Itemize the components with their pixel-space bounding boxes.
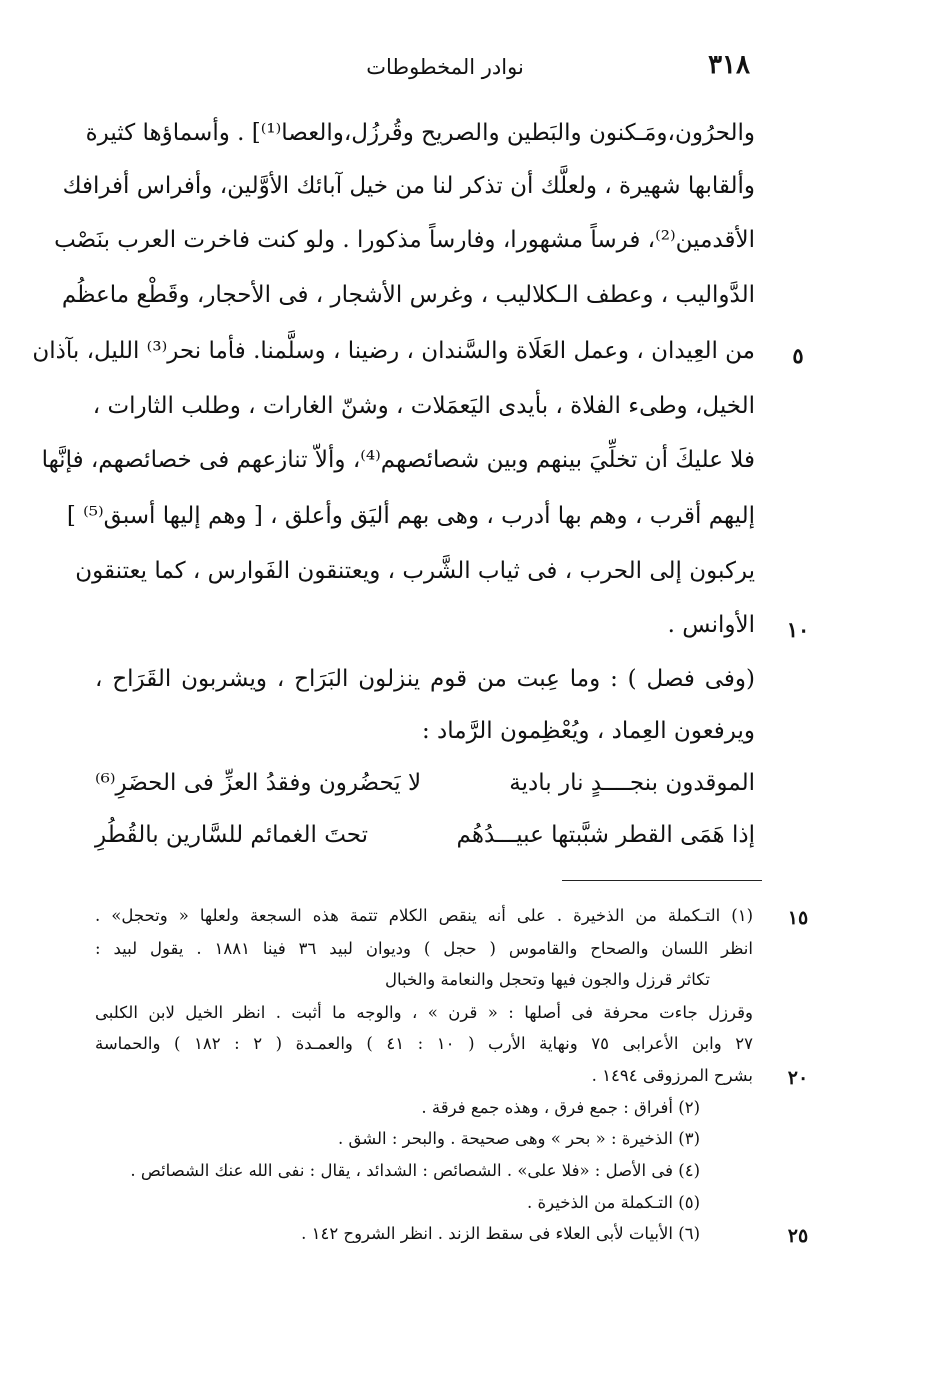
- verse-second-hemistich: لا يَحضُرون وفقدُ العزِّ فى الحضَرِ⁽⁶⁾: [95, 770, 422, 796]
- line-number-margin: ٥: [792, 343, 804, 368]
- body-line: يركبون إلى الحرب ، فى ثياب الشَّرب ، ويعتنقون الفَوارس ، كما يعتنقون: [75, 558, 755, 584]
- footnote-line: (٦) الأبيات لأبى العلاء فى سقط الزند . انظر الشروح ١٤٢ .: [301, 1224, 700, 1243]
- verse-line: [95, 770, 755, 796]
- line-number-margin: ٢٥: [787, 1225, 809, 1247]
- page-number: ٣١٨: [708, 50, 750, 80]
- footnote-separator: [562, 880, 762, 881]
- footnote-line: بشرح المرزوقى ١٤٩٤ .: [591, 1066, 753, 1085]
- footnote-line: وقرزل جاءت محرفة فى أصلها : « قرن » ، والوجه ما أثبت . انظر الخيل لابن الكلبى: [95, 1003, 753, 1022]
- running-title: نوادر المخطوطات: [366, 55, 524, 79]
- footnote-line: انظر اللسان والصحاح والقاموس ( حجل ) وديوان لبيد ٣٦ فينا ١٨٨١ . يقول لبيد :: [95, 939, 753, 958]
- section-line: ويرفعون العِماد ، ويُعْظِمون الرَّماد :: [421, 718, 755, 744]
- verse-second-hemistich: تحتَ الغمائم للسَّارين بالقُطُرِ: [95, 822, 369, 848]
- body-line: والحرُون،ومَـكنون والبَطين والصريح وقُرزُل،والعصا⁽¹⁾] . وأسماؤها كثيرة: [85, 120, 755, 146]
- line-number-margin: ١٠: [786, 617, 810, 642]
- body-line: الدَّواليب ، وعطف الـكلاليب ، وغرس الأشجار ، فى الأحجار، وقَطْع ماعظُم: [61, 282, 755, 308]
- body-line: من العِيدان ، وعمل العَلَاة والسَّندان ، رضينا ، وسلَّمنا. فأما نحر⁽³⁾ الليل، بآذان: [32, 338, 755, 364]
- body-line: فلا عليكَ أن تخلِّيَ بينهم وبين شصائصهم⁽⁴⁾، وألاّ تنازعهم فى خصائصهم، فإنَّها: [41, 447, 755, 473]
- verse-first-hemistich: إذا هَمَى القطر شبَّبتها عبيـــدُهُم: [456, 822, 755, 848]
- footnote-line: (٣) الذخيرة : « بحر » وهى صحيحة . والبحر : الشق .: [338, 1129, 700, 1148]
- line-number-margin: ٢٠: [787, 1067, 809, 1089]
- footnote-line: (٥) التـكملة من الذخيرة .: [527, 1193, 700, 1212]
- body-line: وألقابها شهيرة ، ولعلَّك أن تذكر لنا من خيل آبائك الأوَّلين، وأفراس أفرافك: [62, 173, 755, 199]
- body-line: إليهم أقرب ، وهم بها أدرب ، وهى بهم أليَق وأعلق ، [ وهم إليها أسبق⁽⁵⁾ ]: [66, 503, 755, 529]
- verse-first-hemistich: الموقدون بنجــــدٍ نار بادية: [509, 770, 755, 796]
- footnote-line: (١) التـكملة من الذخيرة . على أنه ينقص الكلام تتمة هذه السجعة ولعلها « وتحجل» .: [95, 906, 753, 925]
- line-number-margin: ١٥: [787, 907, 809, 929]
- section-line: (وفى فصل ) : وما عِبت من قوم ينزلون البَرَاح ، ويشربون القَرَاح ،: [95, 666, 755, 692]
- footnote-verse: تكاثر قرزل والجون فيها وتحجل والنعامة والخبال: [384, 970, 710, 989]
- body-line: الخيل، وطىء الفلاة ، بأيدى اليَعمَلات ، وشنّ الغارات ، وطلب الثارات ،: [92, 393, 755, 419]
- footnote-line: ٢٧ وابن الأعرابى ٧٥ ونهاية الأرب ( ١٠ : ٤١ ) والعمـدة ( ٢ : ١٨٢ ) والحماسة: [95, 1034, 753, 1053]
- footnote-line: (٢) أفراق : جمع فرق ، وهذه جمع فرقة .: [421, 1098, 700, 1117]
- body-line: الأقدمين⁽²⁾، فرساً مشهورا، وفارساً مذكورا . ولو كنت فاخرت العرب بنَصْب: [54, 227, 755, 253]
- footnote-line: (٤) فى الأصل : «فلا على» . الشصائص : الشدائد ، يقال : نفى الله عنك الشصائص .: [130, 1161, 700, 1180]
- verse-line: [95, 822, 755, 848]
- body-line: الأوانس .: [667, 612, 755, 638]
